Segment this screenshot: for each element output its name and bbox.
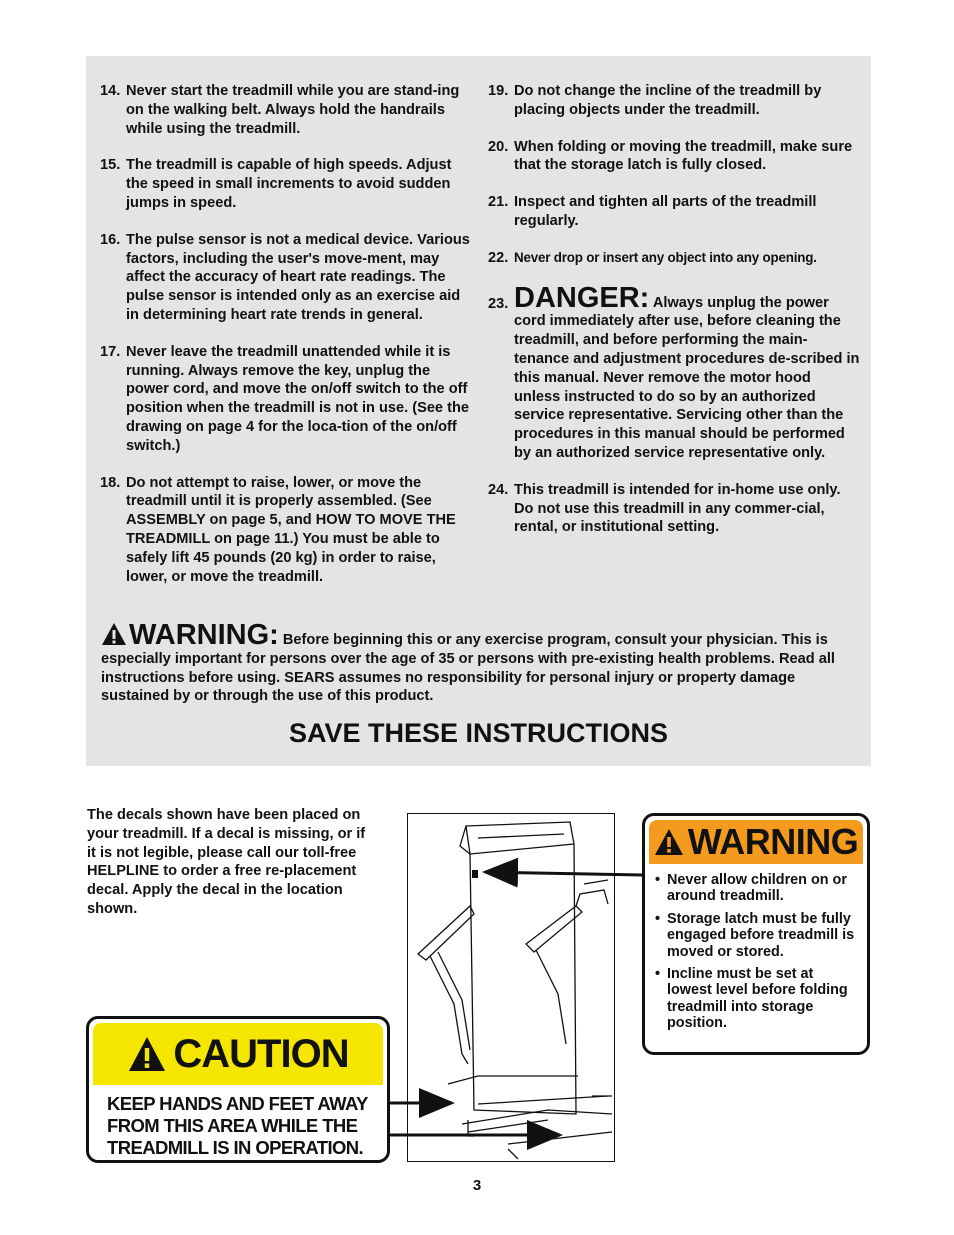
item-text: Do not change the incline of the treadmill by placing objects under the treadmill. [514,83,822,118]
caution-decal [86,1016,390,1163]
warning-decal-bullets [655,872,867,1032]
warning-decal-header [649,820,863,864]
warning-arrow [485,872,642,875]
caution-decal-header [93,1023,383,1085]
item-text: Never start the treadmill while you are stand-ing on the walking belt. Always hold the handrails while using the treadmill. [126,83,460,137]
item-number: 24. [488,481,509,498]
caution-decal-title: CAUTION [173,1031,349,1076]
item-text: When folding or moving the treadmill, make sure that the storage latch is fully closed. [514,138,853,174]
item-number: 21. [488,194,509,211]
item-text: Never drop or insert any object into any opening. [514,249,817,265]
item-text: Do not attempt to raise, lower, or move the treadmill until it is properly assembled. (See ASSEMBLY on page 5, and HOW TO MOVE THE TREADMILL on page 11.) You must be able to safely lift 45 pounds (20 kg) in order to raise, lower, or move the treadmill. [126,474,456,585]
item-number: 19. [488,83,509,99]
caution-decal-body [107,1093,387,1159]
page-number: 3 [472,1177,482,1194]
warning-decal [642,813,870,1055]
warning-decal-title: WARNING [687,821,859,862]
item-number: 16. [100,231,121,248]
caution-triangle-icon [127,1035,167,1073]
caution-line: KEEP HANDS AND FEET AWAY [107,1093,368,1114]
danger-label: DANGER: [514,281,650,314]
item-number: 15. [100,157,121,174]
caution-line: FROM THIS AREA WHILE THE [107,1115,358,1136]
save-instructions-heading: SAVE THESE INSTRUCTIONS [288,718,669,748]
item-text: This treadmill is intended for in-home use only. Do not use this treadmill in any commer-cial, rental, or institutional setting. [514,481,841,536]
item-number: 14. [100,83,121,99]
decal-intro: The decals shown have been placed on your treadmill. If a decal is missing, or if it is not legible, please call our toll-free HELPLINE to order a free re-placement decal. Apply the decal in the location shown. [87,807,366,917]
warning-text: Before beginning this or any exercise program, consult your physician. This is especially important for persons over the age of 35 or persons with pre-existing health problems. Read all instructions before using. SEARS assumes no responsibility for personal injury or property damage sustained by or through the use of this product. [101,632,835,705]
item-text: Inspect and tighten all parts of the treadmill regularly. [514,194,817,229]
list-item: • Never allow children on or around treadmill. [655,872,847,905]
item-number: 23. [488,295,509,312]
list-item: • Incline must be set at lowest level before folding treadmill into storage position. [655,966,848,1032]
item-text: The treadmill is capable of high speeds. Adjust the speed in small increments to avoid sudden jumps in speed. [126,157,452,211]
item-text: The pulse sensor is not a medical device. Various factors, including the user's move-ment, may affect the accuracy of heart rate readings. The pulse sensor is intended only as an exercise aid in determining heart rate trends in general. [126,231,470,323]
warning-triangle-icon [654,827,684,857]
danger-text: Always unplug the power cord immediately after use, before cleaning the treadmill, and before performing the main-tenance and adjustment procedures de-scribed in this manual. Never remove the motor hood unless instructed to do so by an authorized service representative. Servicing other than the procedures in this manual should be performed by an authorized service representative only. [514,294,860,461]
list-item: • Storage latch must be fully engaged before treadmill is moved or stored. [655,910,855,960]
item-text: Never leave the treadmill unattended while it is running. Always remove the key, unplug the power cord, and move the on/off switch to the off position when the treadmill is not in use. (See the drawing on page 4 for the loca-tion of the on/off switch.) [126,343,469,454]
item-number: 17. [100,343,121,360]
warning-label: WARNING: [129,619,279,651]
item-number: 22. [488,249,509,266]
item-number: 18. [100,474,121,491]
caution-line: TREADMILL IS IN OPERATION. [107,1137,364,1158]
item-number: 20. [488,138,509,155]
